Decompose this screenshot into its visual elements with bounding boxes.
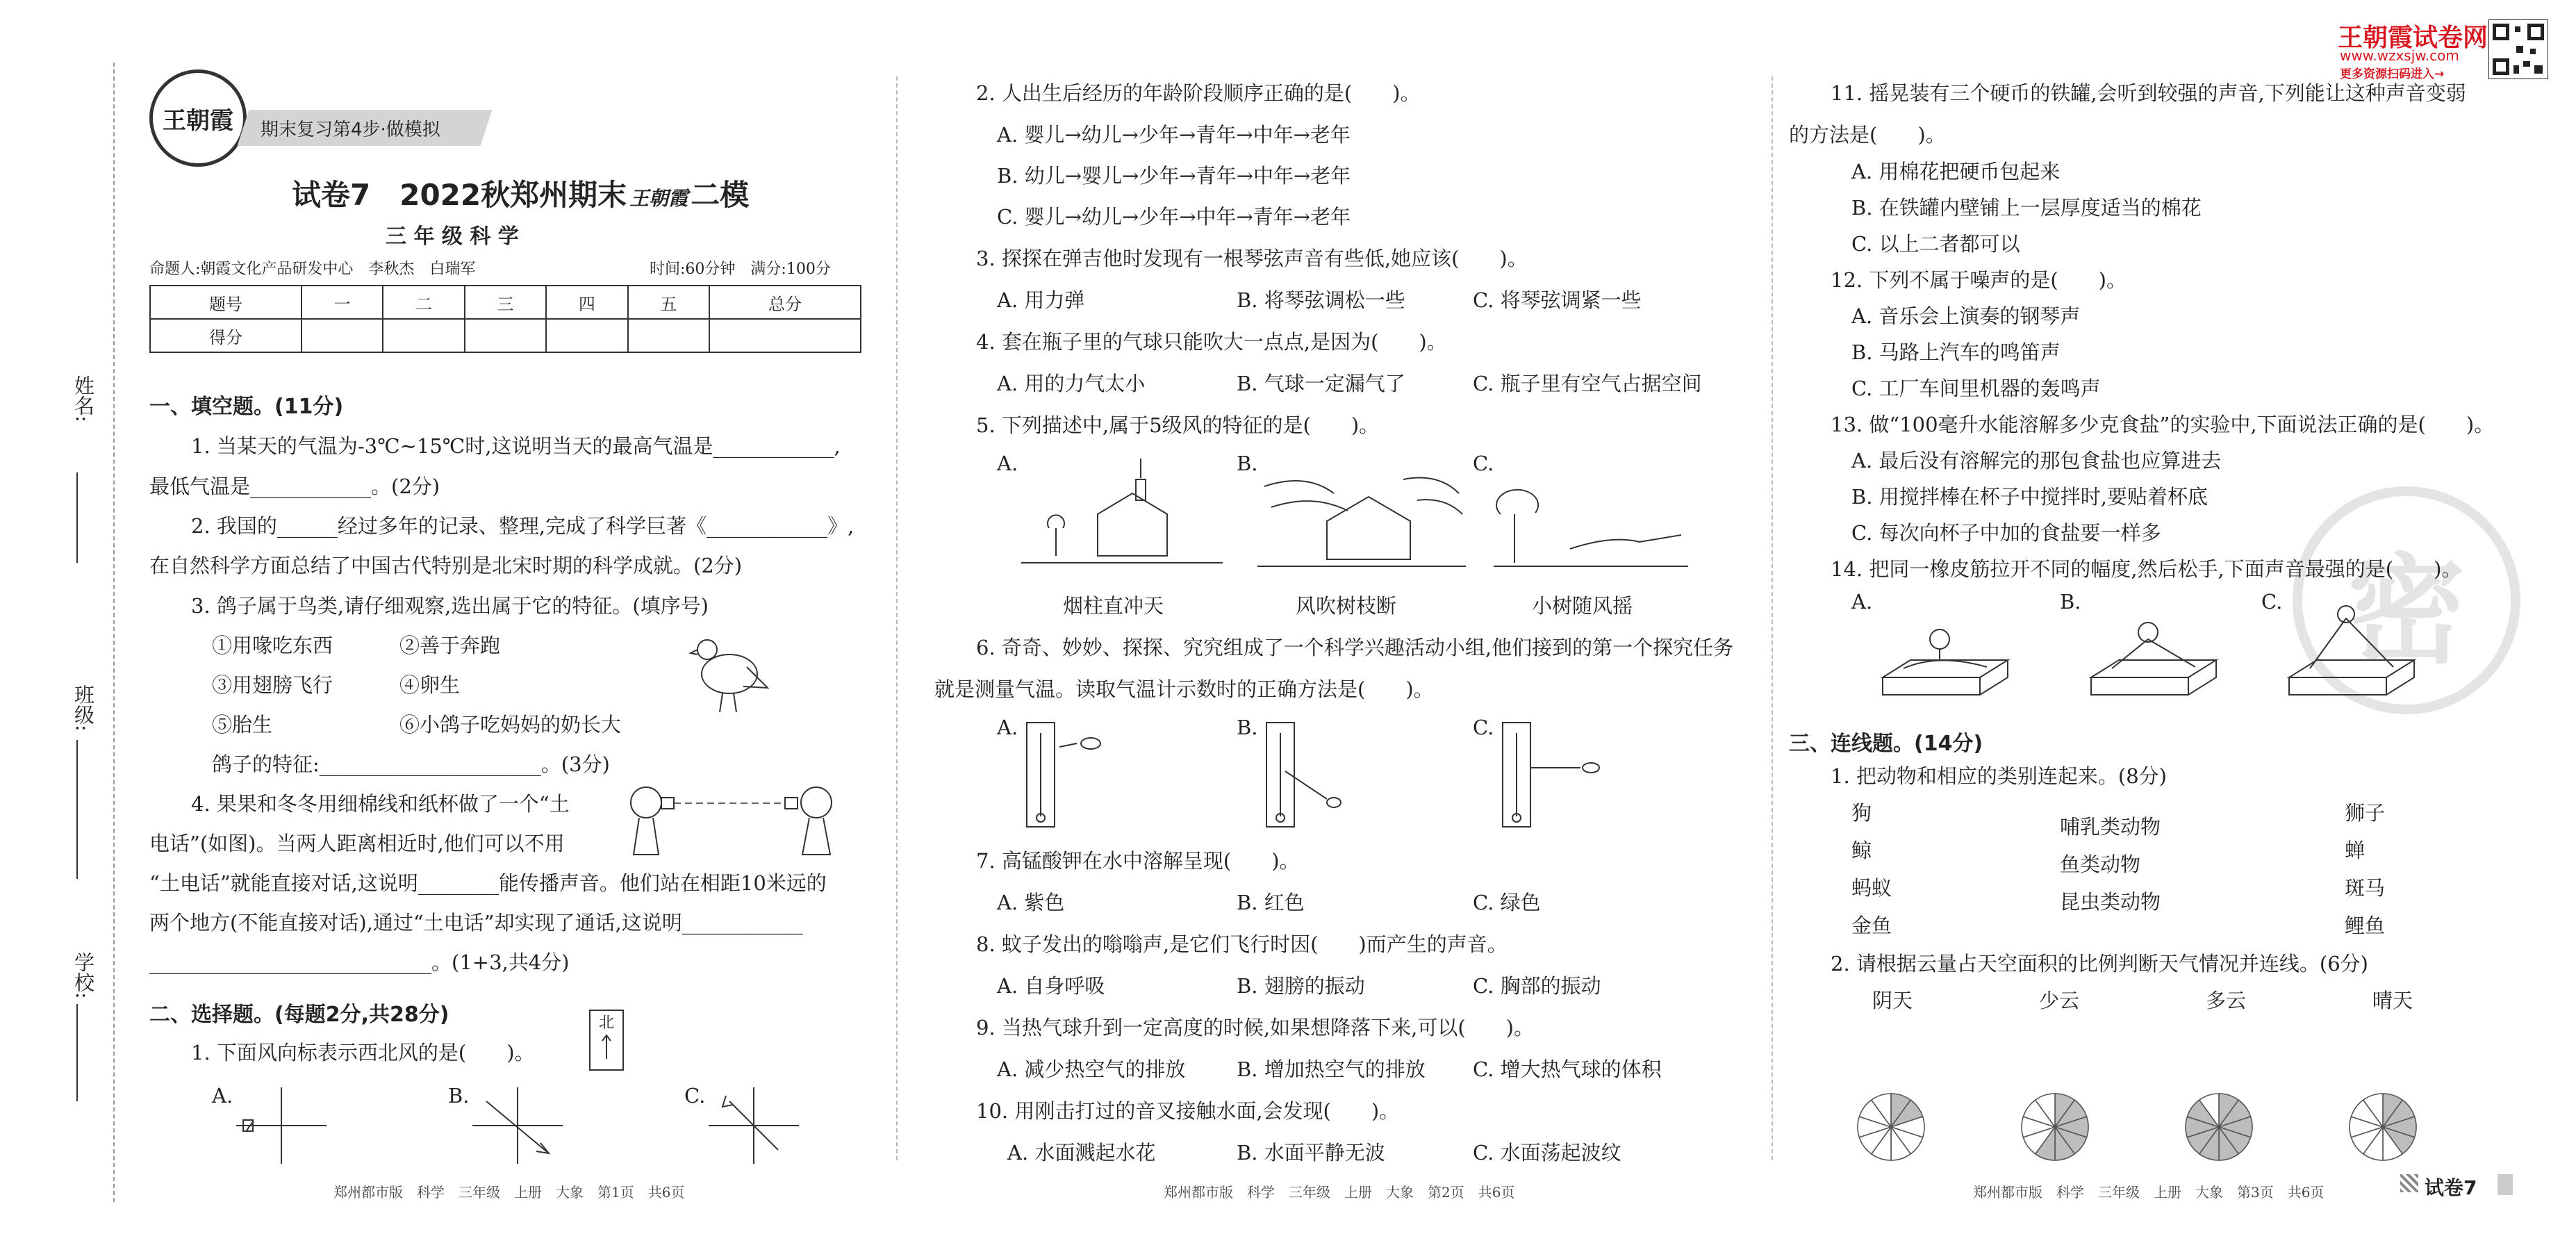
q13-option-a[interactable]: A. 最后没有溶解完的那包食盐也应算进去 [1851, 449, 2222, 472]
animal-left[interactable]: 蚂蚁 [1851, 876, 1892, 900]
q12-option-c[interactable]: C. 工厂车间里机器的轰鸣声 [1851, 377, 2101, 400]
q10-option-c[interactable]: C. 水面荡起波纹 [1473, 1141, 1621, 1164]
q3-option-a[interactable]: A. 用力弹 [997, 288, 1085, 312]
q11-stem-line2: 的方法是( )。 [1789, 123, 1946, 147]
q8-stem: 8. 蚊子发出的嗡嗡声,是它们飞行时因( )而产生的声音。 [976, 932, 1508, 956]
brand-logo-text: 王朝霞 [163, 106, 233, 135]
binding-line [113, 63, 115, 1202]
s1-q4-line4: 两个地方(不能直接对话),通过“土电话”却实现了通话,这说明____________ [149, 911, 803, 935]
animal-left[interactable]: 鲸 [1851, 839, 1872, 862]
qr-code-icon[interactable] [2488, 19, 2548, 79]
q5-option-c[interactable]: C. [1473, 452, 1494, 475]
s1-q3-option: ④卵生 [399, 673, 461, 697]
q9-stem: 9. 当热气球升到一定高度的时候,如果想降落下来,可以( )。 [976, 1016, 1534, 1039]
wind-vane-c-icon [709, 1087, 799, 1164]
rubber-band-a-illustration [1876, 611, 2015, 698]
q10-stem: 10. 用刚击打过的音叉接触水面,会发现( )。 [976, 1099, 1400, 1123]
footer-pattern-icon [2400, 1174, 2418, 1192]
q14-option-c[interactable]: C. [2261, 590, 2283, 614]
q5-option-b[interactable]: B. [1237, 452, 1258, 475]
score-cell[interactable] [302, 319, 383, 352]
q2-option-b[interactable]: B. 幼儿→婴儿→少年→青年→中年→老年 [997, 164, 1351, 188]
s3-q1-stem: 1. 把动物和相应的类别连起来。(8分) [1831, 764, 2167, 788]
q13-stem: 13. 做“100毫升水能溶解多少克食盐”的实验中,下面说法正确的是( )。 [1831, 413, 2495, 436]
q7-option-b[interactable]: B. 红色 [1237, 891, 1305, 914]
wind-vane-b-icon [472, 1087, 563, 1164]
footer-page-2: 郑州都市版 科学 三年级 上册 大象 第2页 共6页 [1164, 1184, 1515, 1201]
weather-label[interactable]: 少云 [2039, 989, 2080, 1012]
column-divider [1772, 76, 1773, 1160]
animal-category[interactable]: 哺乳类动物 [2060, 815, 2161, 839]
animal-left[interactable]: 狗 [1851, 801, 1872, 825]
q14-stem: 14. 把同一橡皮筋拉开不同的幅度,然后松手,下面声音最强的是( )。 [1831, 557, 2462, 581]
q8-option-b[interactable]: B. 翅膀的振动 [1237, 974, 1365, 998]
step-banner-text: 期末复习第4步·做模拟 [261, 120, 440, 140]
q12-option-a[interactable]: A. 音乐会上演奏的钢琴声 [1851, 304, 2081, 328]
q4-option-a[interactable]: A. 用的力气太小 [997, 372, 1146, 395]
q5-stem: 5. 下列描述中,属于5级风的特征的是( )。 [976, 413, 1380, 437]
cloud-cover-pie-3[interactable] [2183, 1091, 2255, 1163]
s1-q3-answer: 鸽子的特征:______________________。(3分) [212, 752, 610, 776]
north-arrow-icon [600, 1032, 613, 1060]
q2-stem: 2. 人出生后经历的年龄阶段顺序正确的是( )。 [976, 81, 1421, 105]
q7-option-a[interactable]: A. 紫色 [997, 891, 1065, 914]
q12-stem: 12. 下列不属于噪声的是( )。 [1831, 268, 2127, 292]
q5-caption-b: 风吹树枝断 [1296, 594, 1397, 618]
q6-option-a[interactable]: A. [997, 716, 1018, 739]
q11-stem-line1: 11. 摇晃装有三个硬币的铁罐,会听到较强的声音,下列能让这种声音变弱 [1831, 81, 2466, 105]
footer-exam-tag: 试卷7 [2425, 1176, 2477, 1199]
animal-category[interactable]: 鱼类动物 [2060, 853, 2141, 876]
q4-option-b[interactable]: B. 气球一定漏气了 [1237, 372, 1405, 395]
s1-q2-line2: 在自然科学方面总结了中国古代特别是北宋时期的科学成就。(2分) [149, 554, 743, 577]
q7-stem: 7. 高锰酸钾在水中溶解呈现( )。 [976, 849, 1300, 873]
site-url: www.wzxsjw.com [2340, 47, 2459, 64]
score-cell[interactable] [546, 319, 627, 352]
score-cell[interactable] [465, 319, 546, 352]
s1-q4-line3: “土电话”就能直接对话,这说明________能传播声音。他们站在相距10米远的 [149, 871, 827, 895]
section1-title: 一、填空题。(11分) [149, 395, 344, 419]
pigeon-illustration [688, 625, 771, 723]
s1-q3-option: ⑥小鸽子吃妈妈的奶长大 [399, 713, 622, 736]
q11-option-c[interactable]: C. 以上二者都可以 [1851, 232, 2020, 256]
section3-title: 三、连线题。(14分) [1789, 732, 1983, 756]
q3-option-b[interactable]: B. 将琴弦调松一些 [1237, 288, 1405, 312]
q11-option-a[interactable]: A. 用棉花把硬币包起来 [1851, 160, 2061, 183]
thermometer-a-icon [1021, 719, 1132, 830]
q2-option-c[interactable]: C. 婴儿→幼儿→少年→中年→青年→老年 [997, 205, 1351, 229]
animal-right[interactable]: 鲤鱼 [2345, 914, 2386, 937]
s2-q1-option-a[interactable]: A. [212, 1084, 233, 1108]
q8-option-a[interactable]: A. 自身呼吸 [997, 974, 1105, 998]
s1-q3-option: ⑤胎生 [212, 713, 273, 736]
q6-option-b[interactable]: B. [1237, 716, 1258, 739]
q9-option-c[interactable]: C. 增大热气球的体积 [1473, 1057, 1662, 1081]
exam-time: 时间:60分钟 满分:100分 [650, 261, 831, 278]
brand-logo [149, 69, 247, 167]
score-cell[interactable] [628, 319, 709, 352]
q6-stem-line2: 就是测量气温。读取气温计示数时的正确方法是( )。 [934, 677, 1434, 701]
animal-right[interactable]: 斑马 [2345, 876, 2386, 900]
cloud-cover-pie-4[interactable] [2347, 1091, 2419, 1163]
score-table-score-row: 得分 [150, 319, 861, 352]
score-cell[interactable] [709, 319, 861, 352]
footer-page-1: 郑州都市版 科学 三年级 上册 大象 第1页 共6页 [333, 1184, 685, 1201]
rubber-band-b-illustration [2084, 611, 2223, 698]
q4-option-c[interactable]: C. 瓶子里有空气占据空间 [1473, 372, 1702, 395]
house-storm-illustration [1250, 459, 1473, 577]
s2-q1-option-b[interactable]: B. [448, 1084, 470, 1108]
thermometer-c-icon [1497, 719, 1622, 830]
q4-stem: 4. 套在瓶子里的气球只能吹大一点点,是因为( )。 [976, 330, 1447, 354]
q13-option-c[interactable]: C. 每次向杯子中加的食盐要一样多 [1851, 521, 2161, 545]
q6-option-c[interactable]: C. [1473, 716, 1494, 739]
q3-stem: 3. 探探在弹吉他时发现有一根琴弦声音有些低,她应该( )。 [976, 247, 1528, 270]
q12-option-b[interactable]: B. 马路上汽车的鸣笛声 [1851, 340, 2061, 364]
animal-right[interactable]: 蝉 [2345, 839, 2366, 862]
exam-subject: 三 年 级 科 学 [386, 224, 519, 249]
s1-q4-line5: ____________________________。(1+3,共4分) [149, 950, 570, 974]
title-brand-mark: 王朝霞 [629, 187, 688, 210]
s1-q3-option: ③用翅膀飞行 [212, 673, 333, 697]
q11-option-b[interactable]: B. 在铁罐内壁铺上一层厚度适当的棉花 [1851, 196, 2202, 220]
secret-watermark: 密 [2293, 486, 2520, 714]
q3-option-c[interactable]: C. 将琴弦调紧一些 [1473, 288, 1642, 312]
weather-label[interactable]: 多云 [2206, 989, 2247, 1012]
q5-caption-c: 小树随风摇 [1532, 594, 1633, 618]
wind-vane-a-icon [236, 1087, 327, 1164]
q5-caption-a: 烟柱直冲天 [1063, 594, 1164, 618]
binding-name-label: 姓名: [72, 375, 95, 422]
column-divider [896, 76, 898, 1160]
house-calm-smoke-illustration [1014, 459, 1230, 577]
s1-q3-option: ②善于奔跑 [399, 634, 501, 657]
small-tree-breeze-illustration [1487, 459, 1695, 577]
s1-q1-line1: 1. 当某天的气温为-3℃~15℃时,这说明当天的最高气温是____________, [191, 434, 841, 458]
q9-option-b[interactable]: B. 增加热空气的排放 [1237, 1057, 1426, 1081]
score-table-header-row: 题号 一 二 三 四 五 总分 [150, 286, 861, 319]
site-title: 王朝霞试卷网 [2338, 24, 2488, 52]
cloud-cover-pie-1[interactable] [1855, 1091, 1927, 1163]
section2-title: 二、选择题。(每题2分,共28分) [149, 1003, 449, 1027]
s1-q3-stem: 3. 鸽子属于鸟类,请仔细观察,选出属于它的特征。(填序号) [191, 594, 709, 618]
footer-tab-marker [2497, 1174, 2513, 1195]
cloud-cover-pie-2[interactable] [2019, 1091, 2091, 1163]
footer-page-3: 郑州都市版 科学 三年级 上册 大象 第3页 共6页 [1973, 1184, 2325, 1201]
animal-category[interactable]: 昆虫类动物 [2060, 890, 2161, 914]
q7-option-c[interactable]: C. 绿色 [1473, 891, 1541, 914]
binding-class-label: 班级: [72, 684, 95, 732]
score-cell[interactable] [383, 319, 464, 352]
s1-q1-line2: 最低气温是____________。(2分) [149, 475, 440, 498]
s2-q1-option-c[interactable]: C. [684, 1084, 706, 1108]
exam-authors: 命题人:朝霞文化产品研发中心 李秋杰 白瑞军 [149, 261, 476, 278]
s1-q3-option: ①用喙吃东西 [212, 634, 333, 657]
animal-right[interactable]: 狮子 [2345, 801, 2386, 825]
s3-q2-stem: 2. 请根据云量占天空面积的比例判断天气情况并连线。(6分) [1831, 952, 2368, 976]
thermometer-b-icon [1261, 719, 1372, 830]
s1-q4-line2: 电话”(如图)。当两人距离相近时,他们可以不用 [149, 832, 565, 855]
site-hint: 更多资源扫码进入→ [2340, 67, 2445, 81]
weather-label[interactable]: 晴天 [2372, 989, 2413, 1012]
binding-school-label: 学校: [72, 952, 95, 999]
rubber-band-c-illustration [2282, 604, 2421, 698]
score-table [149, 285, 861, 353]
q5-option-a[interactable]: A. [997, 452, 1018, 475]
q8-option-c[interactable]: C. 胸部的振动 [1473, 974, 1601, 998]
q10-option-a[interactable]: A. 水面溅起水花 [1007, 1141, 1156, 1164]
animal-left[interactable]: 金鱼 [1851, 914, 1892, 937]
q14-option-a[interactable]: A. [1851, 590, 1873, 614]
q6-stem-line1: 6. 奇奇、妙妙、探探、究究组成了一个科学兴趣活动小组,他们接到的第一个探究任务 [976, 636, 1734, 659]
north-indicator: 北 [589, 1010, 624, 1071]
q14-option-b[interactable]: B. [2060, 590, 2081, 614]
q9-option-a[interactable]: A. 减少热空气的排放 [997, 1057, 1186, 1081]
q10-option-b[interactable]: B. 水面平静无波 [1237, 1141, 1385, 1164]
exam-title: 试卷7 2022秋郑州期末 王朝霞二模 [292, 178, 750, 212]
s2-q1-stem: 1. 下面风向标表示西北风的是( )。 [191, 1041, 535, 1064]
q13-option-b[interactable]: B. 用搅拌棒在杯子中搅拌时,要贴着杯底 [1851, 485, 2208, 509]
s1-q4-line1: 4. 果果和冬冬用细棉线和纸杯做了一个“土 [191, 792, 570, 816]
s1-q2-line1: 2. 我国的______经过多年的记录、整理,完成了科学巨著《____________》, [191, 514, 854, 538]
q2-option-a[interactable]: A. 婴儿→幼儿→少年→青年→中年→老年 [997, 123, 1351, 147]
string-telephone-illustration [618, 778, 848, 862]
weather-label[interactable]: 阴天 [1872, 989, 1913, 1012]
